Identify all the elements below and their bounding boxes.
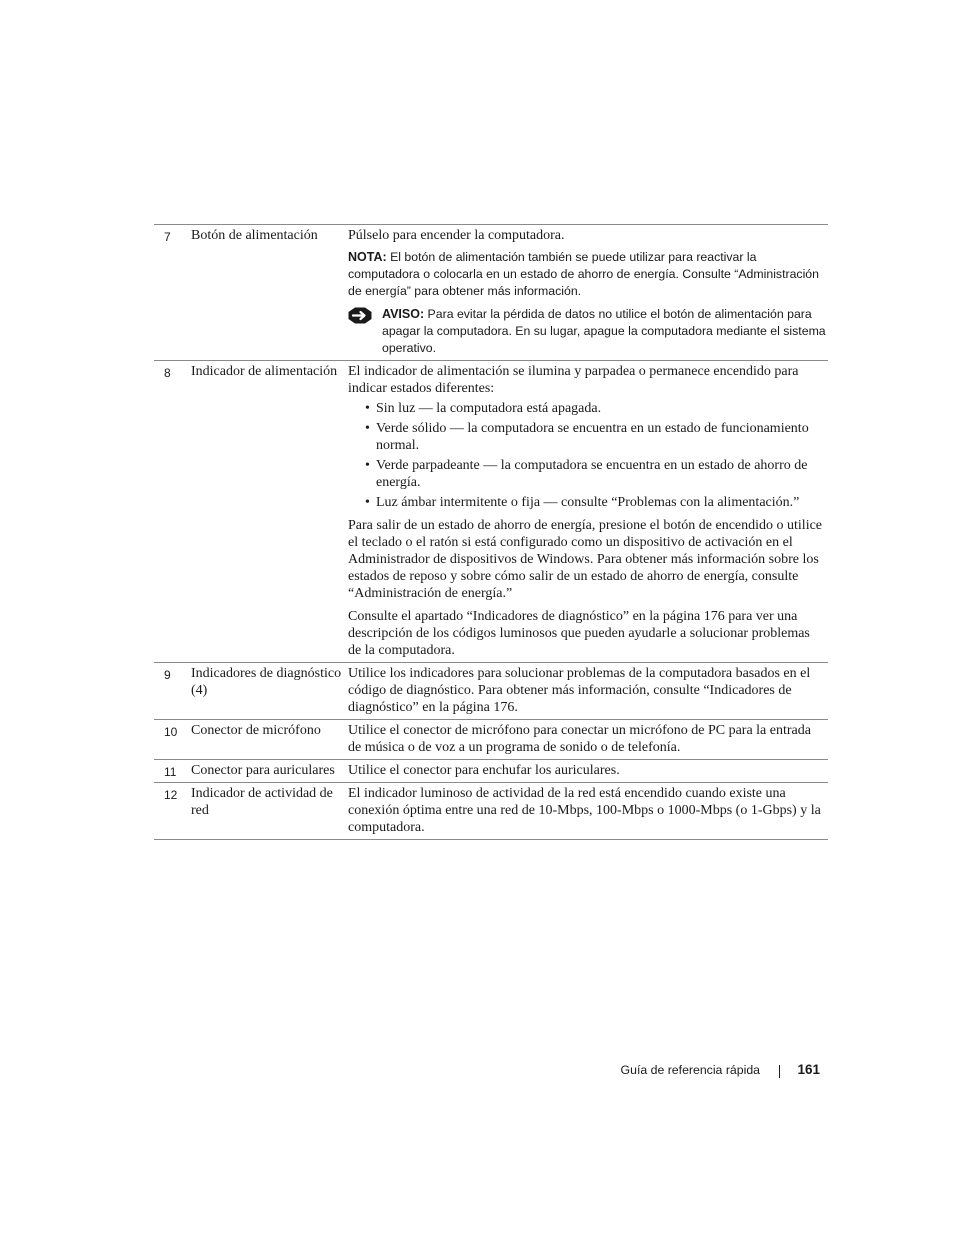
description-text: Utilice el conector para enchufar los auriculares. <box>348 763 620 778</box>
footer-title: Guía de referencia rápida <box>620 1063 760 1077</box>
component-name: Conector de micrófono <box>191 723 321 738</box>
page-footer <box>560 1062 822 1082</box>
row-number: 11 <box>164 765 177 779</box>
component-description <box>348 361 828 662</box>
page-number: 161 <box>797 1062 820 1077</box>
notice-stop-icon <box>348 306 382 357</box>
description-intro: El indicador de alimentación se ilumina y parpadea o permanece encendido para indicar estados diferentes: <box>348 364 799 396</box>
table-row <box>154 361 828 663</box>
component-description <box>348 720 828 759</box>
component-description <box>348 760 828 782</box>
component-description <box>348 225 828 360</box>
note-text: El botón de alimentación también se puede utilizar para reactivar la computadora o colocarla en un estado de ahorro de energía. Consulte “Administración de energía” para obtener más información. <box>348 250 819 298</box>
description-text: Utilice los indicadores para solucionar problemas de la computadora basados en el código de diagnóstico. Para obtener más información, consulte “Indicadores de diagnóstico” en la página 176. <box>348 666 811 715</box>
list-item: • Verde parpadeante — la computadora se encuentra en un estado de ahorro de energía. <box>365 457 826 491</box>
component-description <box>348 783 828 839</box>
row-number: 9 <box>164 668 171 682</box>
component-name: Indicador de actividad de red <box>191 786 333 818</box>
warning-label: AVISO: <box>382 307 425 321</box>
note-label: NOTA: <box>348 250 387 264</box>
list-item: • Verde sólido — la computadora se encuentra en un estado de funcionamiento normal. <box>365 420 826 454</box>
component-name: Botón de alimentación <box>191 228 318 243</box>
component-description <box>348 663 828 719</box>
warning-text: Para evitar la pérdida de datos no utilice el botón de alimentación para apagar la computadora. En su lugar, apague la computadora mediante el sistema operativo. <box>382 307 826 355</box>
note-block <box>348 249 826 300</box>
component-table <box>154 224 828 840</box>
warning-content <box>382 306 826 357</box>
table-row <box>154 720 828 760</box>
table-row <box>154 225 828 361</box>
list-item: • Luz ámbar intermitente o fija — consulte “Problemas con la alimentación.” <box>365 494 826 511</box>
description-paragraph: Para salir de un estado de ahorro de energía, presione el botón de encendido o utilice el teclado o el ratón si está configurado como un dispositivo de activación en el Administrador de dispositivos de Windows. Para obtener más información sobre los estados de reposo y sobre cómo salir de un estado de ahorro de energía, consulte “Administración de energía.” <box>348 518 823 601</box>
list-item: • Sin luz — la computadora está apagada. <box>365 400 826 417</box>
row-number: 10 <box>164 725 178 739</box>
table-row <box>154 783 828 840</box>
row-number: 8 <box>164 366 171 380</box>
description-text: Púlselo para encender la computadora. <box>348 228 565 243</box>
component-name: Indicador de alimentación <box>191 364 338 379</box>
description-text: Utilice el conector de micrófono para conectar un micrófono de PC para la entrada de música o de voz a un programa de sonido o de telefonía. <box>348 723 811 755</box>
component-name: Conector para auriculares <box>191 763 335 778</box>
description-text: El indicador luminoso de actividad de la red está encendido cuando existe una conexión óptima entre una red de 10-Mbps, 100-Mbps o 1000-Mbps (o 1-Gbps) y la computadora. <box>348 786 821 835</box>
warning-block <box>348 306 826 357</box>
description-paragraph: Consulte el apartado “Indicadores de diagnóstico” en la página 176 para ver una descripción de los códigos luminosos que pueden ayudarle a solucionar problemas de la computadora. <box>348 609 810 658</box>
state-list <box>348 400 826 511</box>
footer-divider <box>779 1065 780 1078</box>
row-number: 7 <box>164 230 171 244</box>
component-name: Indicadores de diagnóstico (4) <box>191 666 342 698</box>
table-row <box>154 760 828 783</box>
table-row <box>154 663 828 720</box>
row-number: 12 <box>164 788 178 802</box>
